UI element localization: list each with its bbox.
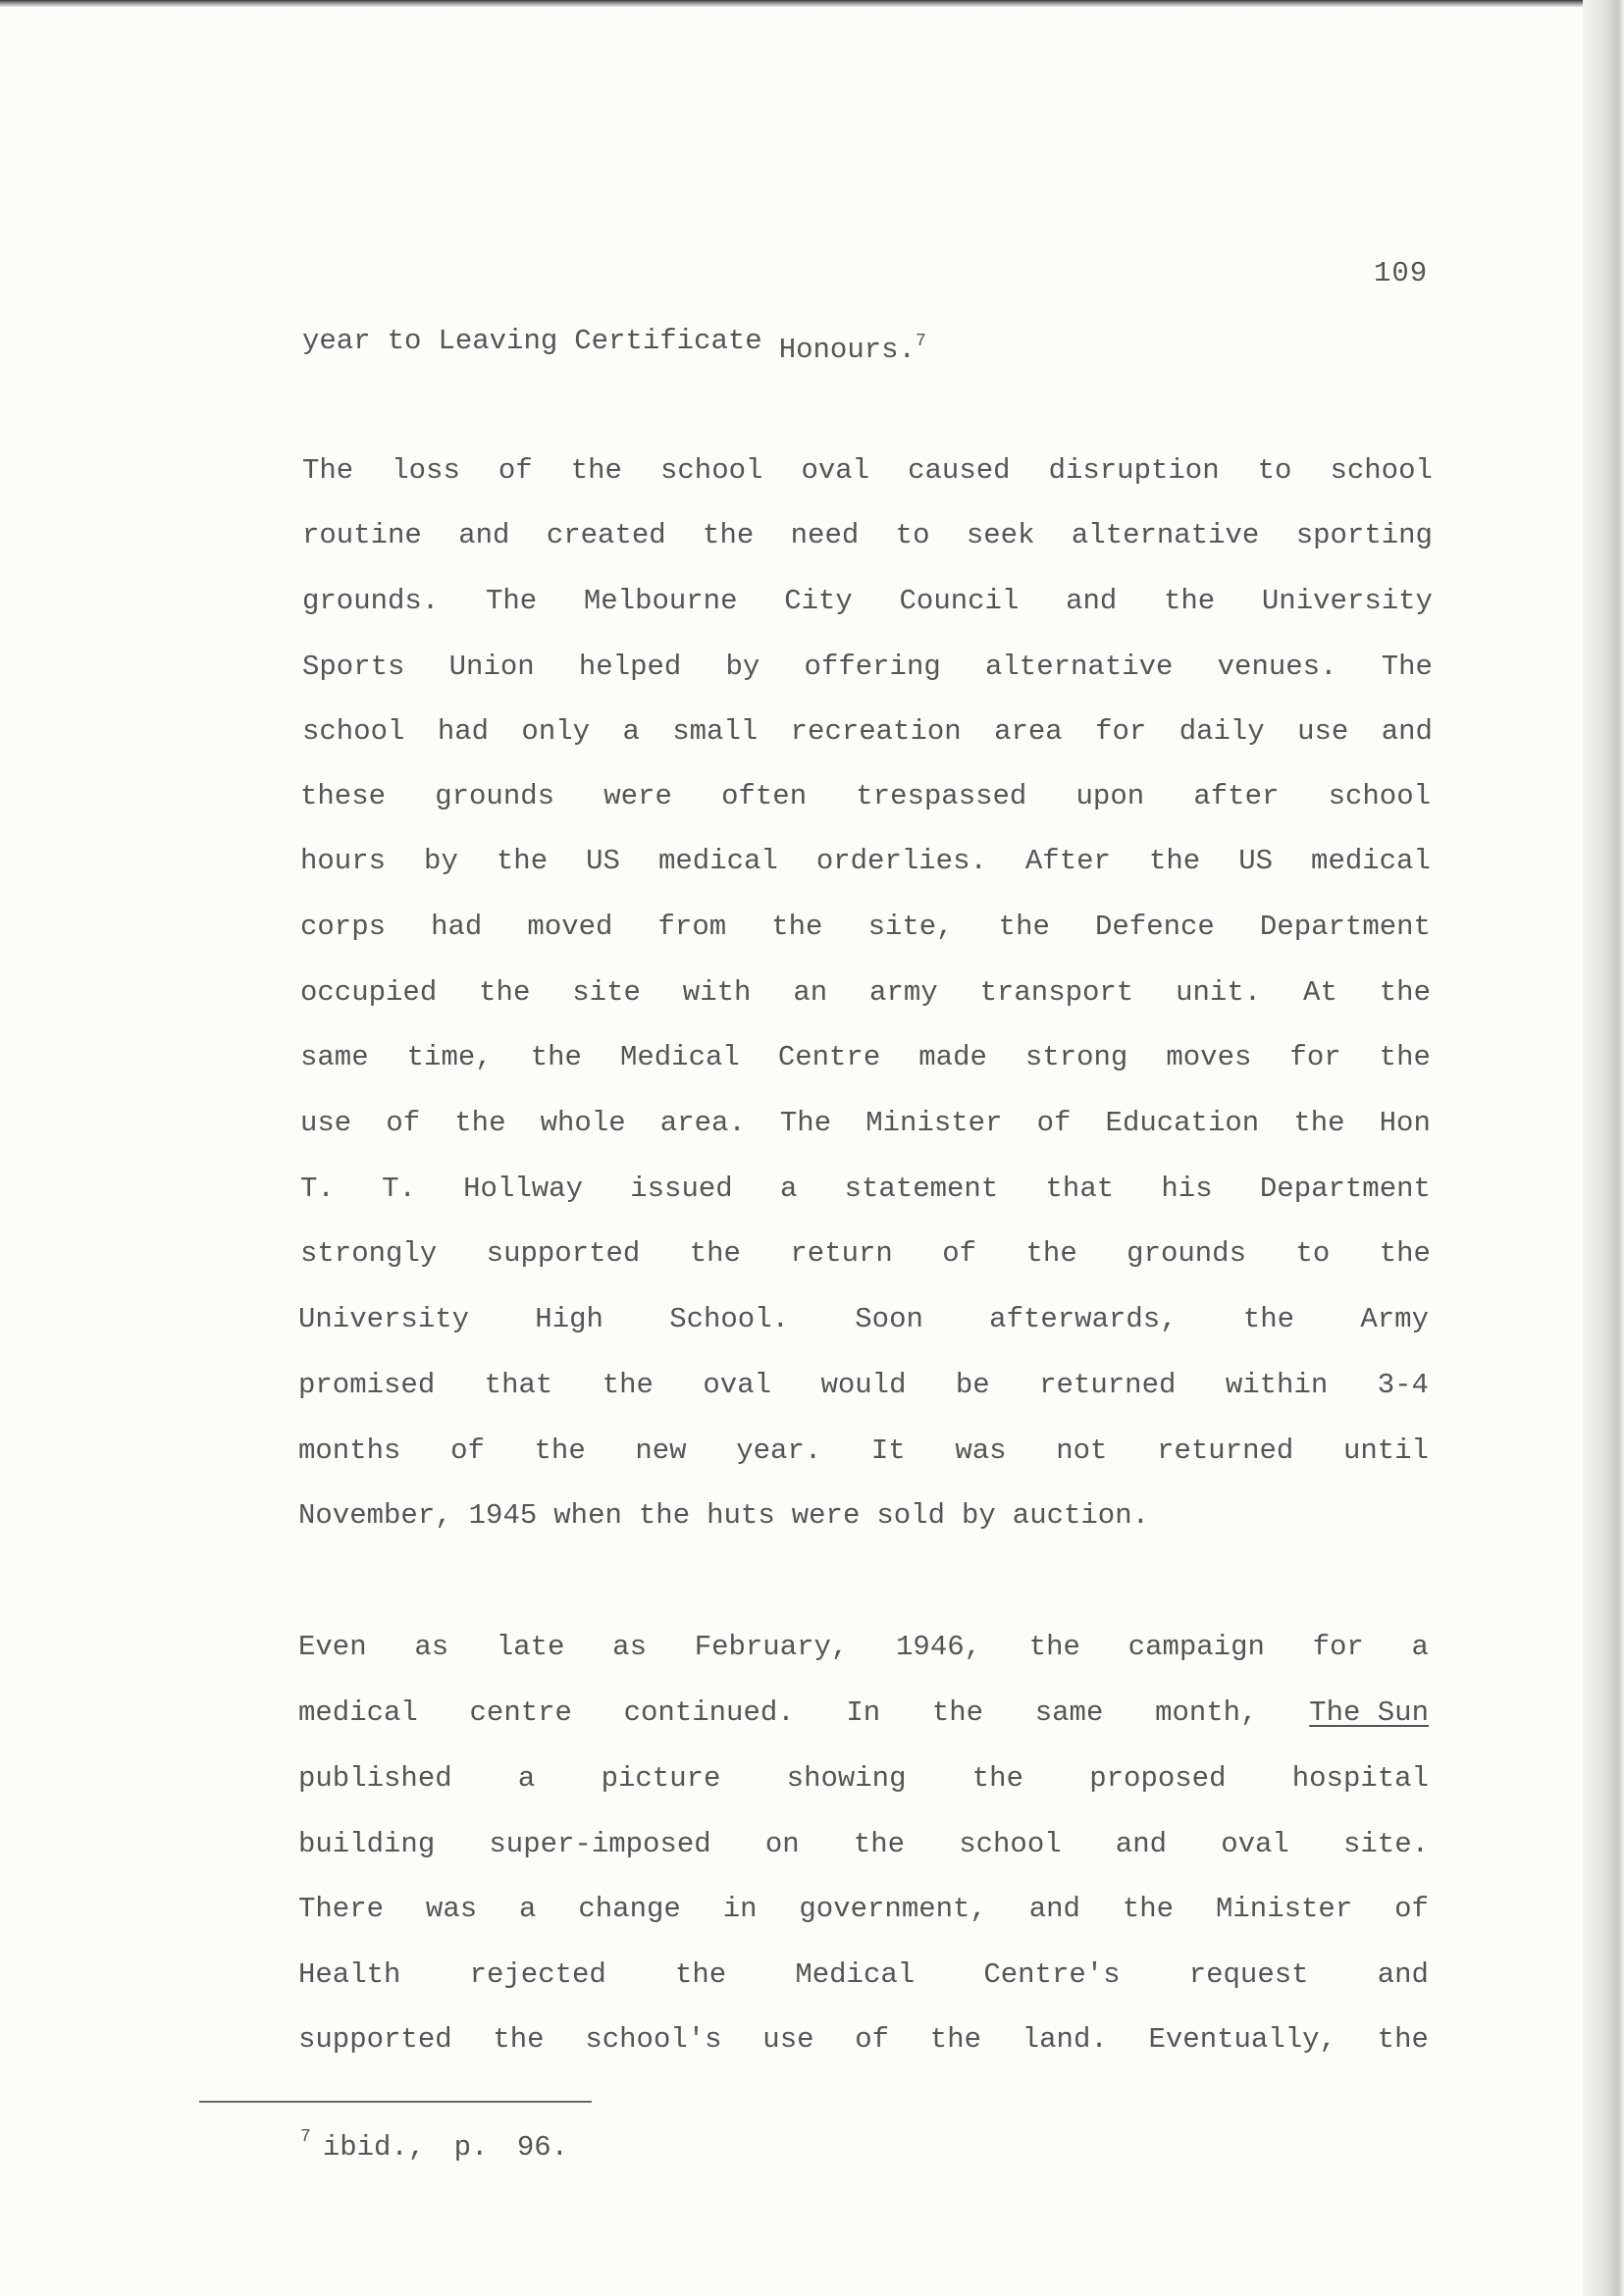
word: to [1295, 1237, 1331, 1270]
text-line [298, 1761, 1429, 1797]
word: grounds [1126, 1237, 1246, 1270]
word: the [1379, 1041, 1431, 1073]
word: Department [1259, 1173, 1431, 1205]
word: alternative [1071, 519, 1260, 551]
word: the [530, 1041, 582, 1073]
word: site, [867, 911, 954, 943]
word: upon [1075, 780, 1145, 812]
text-line [298, 1827, 1429, 1862]
word: Honours.$^7$ [778, 332, 926, 366]
word: the [570, 454, 622, 487]
word: February, [694, 1631, 849, 1663]
word: strongly [300, 1237, 438, 1270]
text-line [300, 1040, 1431, 1075]
word: grounds. [302, 585, 440, 617]
word: month, [1155, 1696, 1258, 1729]
word: and [1381, 715, 1433, 748]
word: year [302, 325, 371, 357]
scan-right-edge [1583, 0, 1624, 2296]
word: the [929, 2023, 982, 2056]
word: until [1342, 1435, 1429, 1467]
text-line [300, 910, 1431, 945]
word: the [602, 1369, 654, 1401]
word: of [450, 1435, 485, 1467]
scan-top-edge [0, 0, 1609, 7]
word: auction. [1012, 1499, 1150, 1532]
word: with [682, 976, 752, 1009]
word: school [1330, 454, 1433, 487]
word: grounds [435, 780, 555, 812]
text-line [298, 1892, 1429, 1927]
word: US [586, 845, 620, 877]
word: helped [578, 651, 682, 683]
word: army [869, 976, 938, 1009]
text-line [300, 779, 1431, 814]
word: the [534, 1435, 586, 1467]
word: seek [966, 519, 1035, 551]
word: Hon [1379, 1107, 1431, 1139]
text-line [302, 518, 1433, 553]
word: disruption [1048, 454, 1220, 487]
word: new [635, 1435, 687, 1467]
word: school's [585, 2023, 722, 2056]
word: school [1328, 780, 1431, 812]
word: on [764, 1828, 800, 1860]
word: offering [804, 651, 941, 683]
word: rejected [469, 1958, 606, 1991]
word: made [918, 1041, 987, 1073]
word: the [638, 1499, 691, 1532]
newspaper-title: The Sun [1309, 1696, 1429, 1729]
word: hours [300, 845, 387, 877]
word: the [1148, 845, 1201, 877]
word: US [1238, 845, 1274, 877]
footnote [300, 2127, 568, 2164]
text-line [300, 1106, 1431, 1141]
word: The [1381, 651, 1433, 683]
word: these [300, 780, 387, 812]
word: and [1115, 1828, 1168, 1860]
word: that [484, 1369, 553, 1401]
word: to [387, 325, 422, 357]
word: There [298, 1893, 385, 1925]
word: the [1122, 1893, 1175, 1925]
word: recreation [790, 715, 962, 748]
word: University [1261, 585, 1433, 617]
word: The [302, 454, 354, 487]
word: small [672, 715, 759, 748]
word: the [496, 845, 549, 877]
word: unit. [1176, 976, 1262, 1009]
word: proposed [1089, 1762, 1227, 1795]
word: hospital [1291, 1762, 1429, 1795]
word: The [485, 585, 538, 617]
word: use [762, 2023, 814, 2056]
word: campaign [1127, 1631, 1265, 1663]
word: within [1225, 1369, 1329, 1401]
word: T. [382, 1173, 416, 1205]
word: In [846, 1696, 881, 1729]
word: as [414, 1631, 449, 1663]
text-line [300, 1172, 1431, 1207]
text-line [298, 1957, 1429, 1993]
text-line [300, 844, 1431, 879]
word: oval [801, 454, 870, 487]
word: often [721, 780, 808, 812]
word: same [1034, 1696, 1104, 1729]
word: the [1377, 2023, 1429, 2056]
word: from [657, 911, 727, 943]
text-line [298, 2022, 1429, 2058]
word: change [578, 1893, 681, 1925]
word: late [496, 1631, 565, 1663]
word: by [725, 651, 760, 683]
word: occupied [300, 976, 438, 1009]
text-line [302, 584, 1433, 619]
word: of [942, 1237, 977, 1270]
word: After [1024, 845, 1111, 877]
word: the [674, 1958, 727, 1991]
word: of [386, 1107, 421, 1139]
word: land. [1022, 2023, 1108, 2056]
word: returned [1039, 1369, 1177, 1401]
word: Medical [619, 1041, 740, 1073]
word: were [791, 1499, 861, 1532]
word: the [771, 911, 823, 943]
word: the [1028, 1631, 1080, 1663]
word: the [493, 2023, 545, 2056]
word: showing [786, 1762, 907, 1795]
word: government, [799, 1893, 987, 1925]
word: Health [298, 1958, 401, 1991]
word: after [1193, 780, 1280, 812]
word: Department [1259, 911, 1431, 943]
word: was [955, 1435, 1007, 1467]
word: an [793, 976, 828, 1009]
word: Minister [865, 1107, 1003, 1139]
word: 1946, [896, 1631, 982, 1663]
word: Eventually, [1148, 2023, 1336, 2056]
word: the [1293, 1107, 1345, 1139]
word: year. [736, 1435, 822, 1467]
word: Soon [855, 1303, 923, 1335]
word: strong [1024, 1041, 1128, 1073]
word: in [722, 1893, 758, 1925]
text-line [300, 975, 1431, 1011]
word: orderlies. [815, 845, 987, 877]
word: picture [601, 1762, 721, 1795]
word: Education [1105, 1107, 1260, 1139]
word: Hollway [463, 1173, 583, 1205]
word: building [298, 1828, 436, 1860]
word: oval [703, 1369, 772, 1401]
text-line [298, 1434, 1429, 1469]
word: to [1257, 454, 1292, 487]
text-line [298, 1630, 1429, 1665]
word: return [790, 1237, 893, 1270]
word: routine [302, 519, 422, 551]
word: Melbourne [583, 585, 738, 617]
word: Centre's [983, 1958, 1121, 1991]
word: supported [298, 2023, 452, 2056]
word: that [1045, 1173, 1115, 1205]
word: City [784, 585, 853, 617]
word: venues. [1217, 651, 1337, 683]
text-line [302, 650, 1433, 685]
word: and [1066, 585, 1118, 617]
word: time, [406, 1041, 493, 1073]
word: Council [899, 585, 1020, 617]
word: medical [298, 1696, 418, 1729]
word: the [689, 1237, 741, 1270]
word: moved [527, 911, 613, 943]
word: super-imposed [489, 1828, 711, 1860]
word: to [895, 519, 930, 551]
word: a [779, 1173, 798, 1205]
word: by [961, 1499, 996, 1532]
word: for [1312, 1631, 1364, 1663]
word: only [521, 715, 591, 748]
word: loss [392, 454, 460, 487]
word: At [1303, 976, 1337, 1009]
word: and [1377, 1958, 1429, 1991]
word: as [612, 1631, 647, 1663]
text-line [298, 1696, 1429, 1731]
word: the [454, 1107, 506, 1139]
word: the [971, 1762, 1023, 1795]
word: transport [979, 976, 1134, 1009]
word: School. [669, 1303, 790, 1335]
word: created [546, 519, 666, 551]
word: for [1095, 715, 1147, 748]
word: Medical [795, 1958, 916, 1991]
word: use [300, 1107, 352, 1139]
word: University [298, 1303, 470, 1335]
text-line [302, 714, 1433, 750]
word: need [790, 519, 860, 551]
word: It [870, 1435, 906, 1467]
word: Defence [1094, 911, 1215, 943]
word: was [425, 1893, 478, 1925]
footnote-text: ibid., p. 96. [322, 2131, 569, 2164]
word: when [553, 1499, 622, 1532]
word: and [458, 519, 510, 551]
word: request [1188, 1958, 1309, 1991]
word: area [994, 715, 1063, 748]
word: his [1161, 1173, 1213, 1205]
word: would [820, 1369, 907, 1401]
word: site [572, 976, 641, 1009]
word: the [479, 976, 531, 1009]
word: whole [540, 1107, 626, 1139]
word: were [603, 780, 672, 812]
text-line [300, 1236, 1431, 1272]
word: had [431, 911, 483, 943]
word: centre [469, 1696, 572, 1729]
word: for [1289, 1041, 1341, 1073]
word: area. [659, 1107, 746, 1139]
word: of [1394, 1893, 1429, 1925]
word: supported [486, 1237, 641, 1270]
word: returned [1157, 1435, 1294, 1467]
footnote-separator [199, 2101, 592, 2103]
word: the [853, 1828, 906, 1860]
word: continued. [623, 1696, 795, 1729]
word: corps [300, 911, 387, 943]
word: same [300, 1041, 369, 1073]
word: Leaving [438, 325, 558, 357]
word: the [931, 1696, 984, 1729]
text-line [298, 1498, 1429, 1534]
word: Even [298, 1631, 367, 1663]
word: by [424, 845, 458, 877]
word: caused [908, 454, 1011, 487]
text-line [302, 453, 1433, 489]
word: a [1411, 1631, 1429, 1663]
word: statement [844, 1173, 999, 1205]
word: of [498, 454, 533, 487]
word: moves [1166, 1041, 1252, 1073]
word: Army [1360, 1303, 1429, 1335]
word: promised [298, 1369, 436, 1401]
word: 3-4 [1377, 1369, 1429, 1401]
word: huts [707, 1499, 775, 1532]
word: a [622, 715, 640, 748]
word: The [779, 1107, 832, 1139]
word: school [959, 1828, 1062, 1860]
word: Centre [777, 1041, 881, 1073]
word: oval [1221, 1828, 1289, 1860]
word: months [298, 1435, 401, 1467]
word: medical [657, 845, 778, 877]
word: not [1056, 1435, 1108, 1467]
word: a [517, 1762, 536, 1795]
word: the [1025, 1237, 1077, 1270]
word: sporting [1295, 519, 1433, 551]
word: issued [630, 1173, 733, 1205]
word: school [302, 715, 405, 748]
word: the [1163, 585, 1216, 617]
word: published [298, 1762, 452, 1795]
word: 1945 [468, 1499, 538, 1532]
word: sold [876, 1499, 945, 1532]
word: November, [298, 1499, 452, 1532]
word: daily [1179, 715, 1265, 748]
word: use [1297, 715, 1349, 748]
word: the [1379, 976, 1431, 1009]
word: of [855, 2023, 890, 2056]
word: Sports [302, 651, 405, 683]
word: and [1028, 1893, 1080, 1925]
word: the [1242, 1303, 1295, 1335]
word: had [437, 715, 490, 748]
footnote-reference: 7 [915, 332, 926, 351]
word: of [1036, 1107, 1072, 1139]
word: school [660, 454, 763, 487]
footnote-marker: 7 [300, 2127, 311, 2147]
word: Certificate [574, 325, 762, 357]
word: the [1379, 1237, 1431, 1270]
word: site. [1342, 1828, 1429, 1860]
text-line [302, 324, 1433, 368]
word: the [703, 519, 755, 551]
word: Union [448, 651, 535, 683]
page-number: 109 [1374, 257, 1429, 289]
word: T. [300, 1173, 335, 1205]
word: Minister [1216, 1893, 1353, 1925]
text-line [298, 1302, 1429, 1337]
word: medical [1311, 845, 1431, 877]
word: High [535, 1303, 603, 1335]
word: afterwards, [989, 1303, 1178, 1335]
word: alternative [985, 651, 1174, 683]
text-line [298, 1368, 1429, 1403]
word: a [519, 1893, 537, 1925]
word: trespassed [856, 780, 1027, 812]
word: the [998, 911, 1050, 943]
word: be [955, 1369, 990, 1401]
